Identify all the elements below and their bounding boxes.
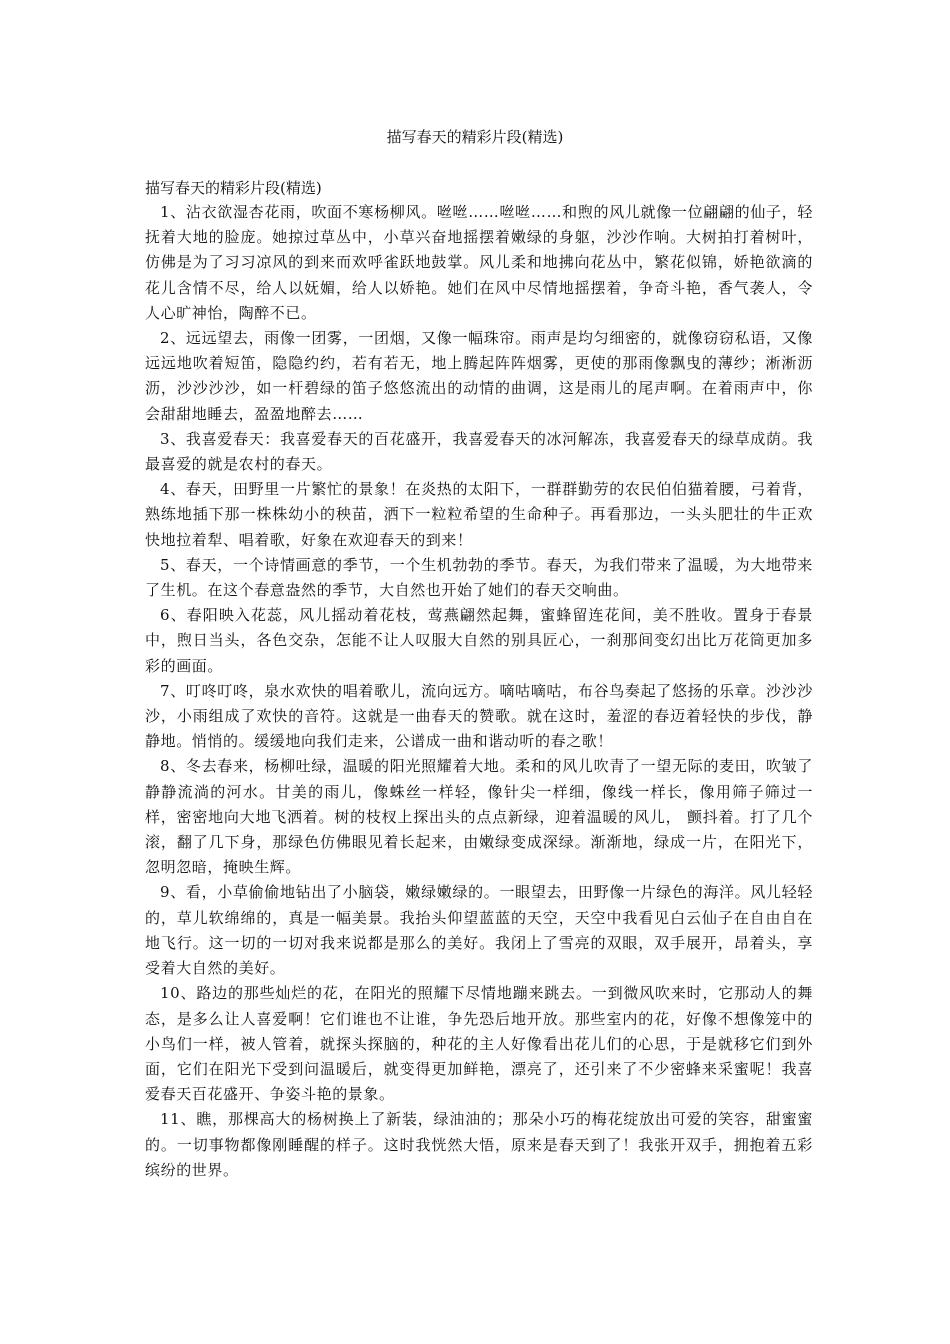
paragraph-1: 1、沾衣欲湿杏花雨，吹面不寒杨柳风。咝咝……咝咝……和煦的风儿就像一位翩翩的仙子，轻抚着大地的脸庞。她掠过草丛中，小草兴奋地摇摆着嫩绿的身躯，沙沙作响。大树拍打着树叶，仿佛是为了习习凉风的到来而欢呼雀跃地鼓掌。风儿柔和地拂向花丛中，繁花似锦，娇艳欲滴的花儿含情不尽，给人以妩媚，给人以娇艳。她们在风中尽情地摇摆着，争奇斗艳，香气袭人，令人心旷神怡，陶醉不已。 (145, 203, 813, 322)
paragraph-8: 8、冬去春来，杨柳吐绿，温暖的阳光照耀着大地。柔和的风儿吹青了一望无际的麦田，吹皱了静静流淌的河水。甘美的雨儿，像蛛丝一样轻，像针尖一样细，像线一样长，像用筛子筛过一样，密密地向大地飞洒着。树的枝杈上探出头的点点新绿，迎着温暖的风儿， 颤抖着。打了几个滚，翻了几下身，那绿色仿佛眼见着长起来，由嫩绿变成深绿。渐渐地，绿成一片，在阳光下，忽明忽暗，掩映生辉。 (145, 757, 813, 877)
paragraph-3: 3、我喜爱春天：我喜爱春天的百花盛开，我喜爱春天的冰河解冻，我喜爱春天的绿草成荫。我最喜爱的就是农村的春天。 (145, 429, 813, 474)
document-subtitle: 描写春天的精彩片段(精选) (145, 179, 322, 197)
paragraph-4: 4、春天，田野里一片繁忙的景象！在炎热的太阳下，一群群勤劳的农民伯伯猫着腰，弓着背，熟练地插下那一株株幼小的秧苗，洒下一粒粒希望的生命种子。再看那边，一头头肥壮的牛正欢快地拉着犁、唱着歌，好象在欢迎春天的到来！ (145, 480, 813, 549)
document-body (145, 176, 813, 1183)
paragraph-5: 5、春天，一个诗情画意的季节，一个生机勃勃的季节。春天，为我们带来了温暖，为大地带来了生机。在这个春意盎然的季节，大自然也开始了她们的春天交响曲。 (145, 555, 813, 600)
paragraph-2: 2、远远望去，雨像一团雾，一团烟，又像一幅珠帘。雨声是均匀细密的，就像窃窃私语，又像远远地吹着短笛，隐隐约约，若有若无，地上腾起阵阵烟雾，更使的那雨像飘曳的薄纱；淅淅沥沥，沙沙沙沙，如一杆碧绿的笛子悠悠流出的动情的曲调，这是雨儿的尾声啊。在着雨声中，你会甜甜地睡去，盈盈地醉去…… (145, 329, 813, 423)
paragraph-9: 9、看，小草偷偷地钻出了小脑袋，嫩绿嫩绿的。一眼望去，田野像一片绿色的海洋。风儿轻轻的，草儿软绵绵的，真是一幅美景。我抬头仰望蓝蓝的天空，天空中我看见白云仙子在自由自在地飞行。这一切的一切对我来说都是那么的美好。我闭上了雪亮的双眼，双手展开，昂着头，享受着大自然的美好。 (145, 883, 813, 978)
paragraph-6: 6、春阳映入花蕊，风儿摇动着花枝，莺燕翩然起舞，蜜蜂留连花间，美不胜收。置身于春景中，煦日当头，各色交杂，怎能不让人叹服大自然的别具匠心，一刹那间变幻出比万花筒更加多彩的画面。 (145, 606, 813, 675)
paragraph-10: 10、路边的那些灿烂的花，在阳光的照耀下尽情地蹦来跳去。一到微风吹来时，它那动人的舞态，是多么让人喜爱啊！它们谁也不让谁，争先恐后地开放。那些室内的花，好像不想像笼中的小鸟们一样，被人管着，就探头探脑的，种花的主人好像看出花儿们的心思，于是就移它们到外面，它们在阳光下受到问温暖后，就变得更加鲜艳，漂亮了，还引来了不少密蜂来采蜜呢！我喜爱春天百花盛开、争姿斗艳的景象。 (145, 984, 813, 1104)
document-title: 描写春天的精彩片段(精选) (386, 128, 564, 146)
paragraph-7: 7、叮咚叮咚，泉水欢快的唱着歌儿，流向远方。嘀咕嘀咕，布谷鸟奏起了悠扬的乐章。沙沙沙沙，小雨组成了欢快的音符。这就是一曲春天的赞歌。就在这时，羞涩的春迈着轻快的步伐，静静地。悄悄的。缓缓地向我们走来，公谱成一曲和谐动听的春之歌！ (145, 681, 813, 751)
paragraph-11: 11、瞧，那棵高大的杨树换上了新装，绿油油的；那朵小巧的梅花绽放出可爱的笑容，甜蜜蜜的。一切事物都像刚睡醒的样子。这时我恍然大悟，原来是春天到了！我张开双手，拥抱着五彩缤纷的世界。 (145, 1110, 813, 1179)
